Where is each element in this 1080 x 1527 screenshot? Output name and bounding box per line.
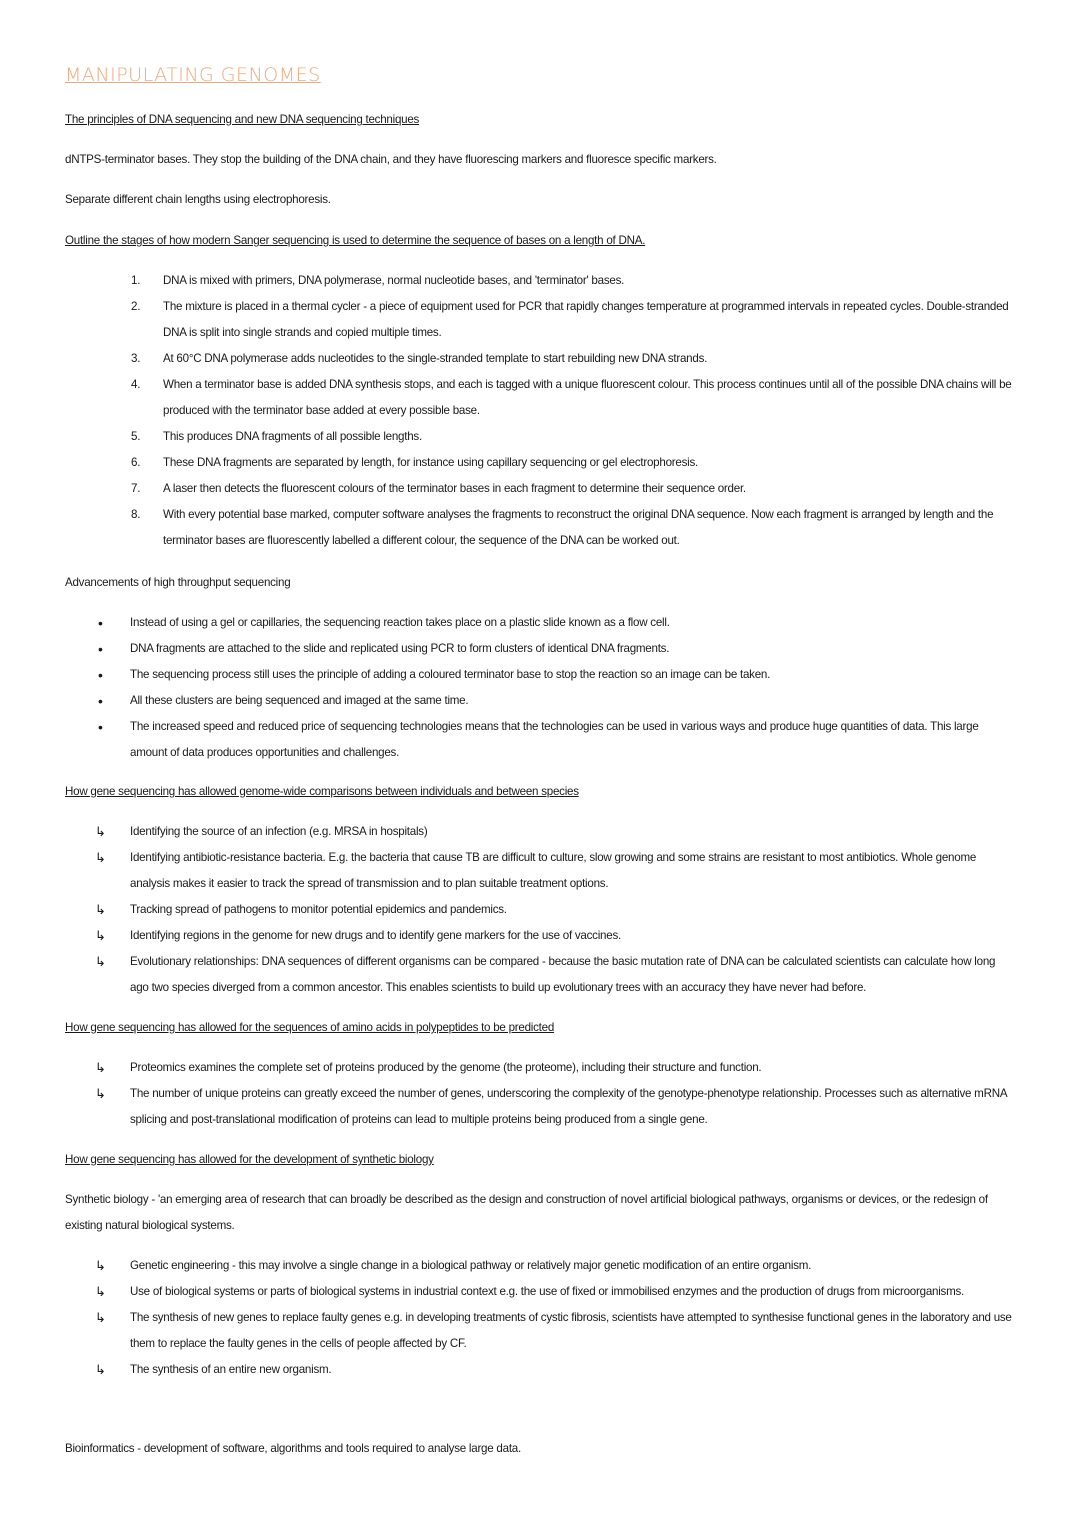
item-text: When a terminator base is added DNA synthesis stops, and each is tagged with a unique fluorescent colour. This process continues until all of the possible DNA chains will be produced with the terminator base added at every possible base.	[163, 378, 1012, 417]
paragraph: Separate different chain lengths using electrophoresis.	[65, 193, 331, 206]
list-item	[65, 897, 1015, 923]
arrow-icon: ↳	[95, 824, 106, 839]
list-item	[65, 1305, 1015, 1357]
bullet-icon: •	[98, 667, 103, 683]
item-text: Use of biological systems or parts of biological systems in industrial context e.g. the use of fixed or immobilised enzymes and the production of drugs from microorganisms.	[130, 1285, 965, 1298]
item-text: Identifying regions in the genome for new drugs and to identify gene markers for the use of vaccines.	[130, 929, 621, 942]
arrow-list	[65, 1055, 1015, 1133]
list-item	[65, 1055, 1015, 1081]
bullet-icon: •	[98, 719, 103, 735]
list-item	[65, 714, 1015, 766]
item-text: At 60°C DNA polymerase adds nucleotides to the single-stranded template to start rebuilding new DNA strands.	[163, 352, 708, 365]
list-item	[65, 610, 1015, 636]
bullet-icon: •	[98, 693, 103, 709]
arrow-icon: ↳	[95, 1086, 106, 1101]
list-item	[65, 450, 1015, 476]
item-text: Tracking spread of pathogens to monitor potential epidemics and pandemics.	[130, 903, 507, 916]
paragraph-bioinformatics: Bioinformatics - development of software, algorithms and tools required to analyse large data.	[65, 1442, 521, 1455]
list-item	[65, 662, 1015, 688]
list-item	[65, 502, 1015, 554]
arrow-icon: ↳	[95, 850, 106, 865]
section-sequencing-principles	[65, 107, 1015, 213]
section-high-throughput	[65, 570, 1015, 766]
item-number: 6.	[131, 456, 141, 469]
item-text: A laser then detects the fluorescent colours of the terminator bases in each fragment to determine their sequence order.	[163, 482, 746, 495]
item-text: DNA fragments are attached to the slide and replicated using PCR to form clusters of identical DNA fragments.	[130, 642, 670, 655]
item-text: Instead of using a gel or capillaries, the sequencing reaction takes place on a plastic slide known as a flow cell.	[130, 616, 670, 629]
item-text: With every potential base marked, computer software analyses the fragments to reconstruct the original DNA sequence. Now each fragment is arranged by length and the terminator bases are fluorescently labelled a different colour, the sequence of the DNA can be worked out.	[163, 508, 994, 547]
item-text: The mixture is placed in a thermal cycler - a piece of equipment used for PCR that rapidly changes temperature at programmed intervals in repeated cycles. Double-stranded DNA is split into single strands and copied multiple times.	[163, 300, 1009, 339]
arrow-icon: ↳	[95, 902, 106, 917]
arrow-icon: ↳	[95, 1310, 106, 1325]
arrow-icon: ↳	[95, 1258, 106, 1273]
item-number: 2.	[131, 300, 141, 313]
item-text: The number of unique proteins can greatly exceed the number of genes, underscoring the complexity of the genotype-phenotype relationship. Processes such as alternative mRNA splicing and post-translational modification of proteins can lead to multiple proteins being produced from a single gene.	[130, 1087, 1007, 1126]
section-heading: How gene sequencing has allowed for the sequences of amino acids in polypeptides to be predicted	[65, 1021, 555, 1034]
item-text: Proteomics examines the complete set of proteins produced by the genome (the proteome), including their structure and function.	[130, 1061, 762, 1074]
item-number: 1.	[131, 274, 141, 287]
list-item	[65, 476, 1015, 502]
list-item	[65, 1253, 1015, 1279]
list-item	[65, 268, 1015, 294]
section-amino-acids	[65, 1015, 1015, 1133]
list-item	[65, 845, 1015, 897]
bullet-icon: •	[98, 641, 103, 657]
item-number: 8.	[131, 508, 141, 521]
item-number: 7.	[131, 482, 141, 495]
item-number: 3.	[131, 352, 141, 365]
section-heading: How gene sequencing has allowed for the development of synthetic biology	[65, 1153, 434, 1166]
item-text: Evolutionary relationships: DNA sequences of different organisms can be compared - because the basic mutation rate of DNA can be calculated scientists can calculate how long ago two species diverged from a common ancestor. This enables scientists to build up evolutionary trees with an accuracy they have never had before.	[130, 955, 996, 994]
section-heading: Outline the stages of how modern Sanger sequencing is used to determine the sequence of bases on a length of DNA.	[65, 234, 646, 247]
item-text: These DNA fragments are separated by length, for instance using capillary sequencing or gel electrophoresis.	[163, 456, 698, 469]
list-item	[65, 688, 1015, 714]
list-item	[65, 636, 1015, 662]
section-heading: How gene sequencing has allowed genome-wide comparisons between individuals and between species	[65, 785, 579, 798]
arrow-icon: ↳	[95, 1362, 106, 1377]
item-text: The sequencing process still uses the principle of adding a coloured terminator base to stop the reaction so an image can be taken.	[130, 668, 771, 681]
arrow-list	[65, 819, 1015, 1001]
section-genome-comparisons	[65, 779, 1015, 1001]
section-heading: The principles of DNA sequencing and new DNA sequencing techniques	[65, 113, 420, 126]
item-text: DNA is mixed with primers, DNA polymerase, normal nucleotide bases, and 'terminator' bases.	[163, 274, 625, 287]
arrow-icon: ↳	[95, 928, 106, 943]
list-item	[65, 949, 1015, 1001]
arrow-list	[65, 1253, 1015, 1383]
item-text: All these clusters are being sequenced and imaged at the same time.	[130, 694, 469, 707]
item-number: 5.	[131, 430, 141, 443]
item-number: 4.	[131, 378, 141, 391]
list-item	[65, 1279, 1015, 1305]
list-item	[65, 1357, 1015, 1383]
section-sanger	[65, 228, 1015, 554]
bullet-icon: •	[98, 615, 103, 631]
bullet-list	[65, 610, 1015, 766]
item-text: Identifying antibiotic-resistance bacteria. E.g. the bacteria that cause TB are difficult to culture, slow growing and some strains are resistant to most antibiotics. Whole genome analysis makes it easier to track the spread of transmission and to plan suitable treatment options.	[130, 851, 977, 890]
list-item	[65, 424, 1015, 450]
item-text: This produces DNA fragments of all possible lengths.	[163, 430, 422, 443]
numbered-list	[65, 268, 1015, 554]
arrow-icon: ↳	[95, 1284, 106, 1299]
list-item	[65, 819, 1015, 845]
item-text: The synthesis of an entire new organism.	[130, 1363, 332, 1376]
paragraph: Synthetic biology - 'an emerging area of research that can broadly be described as the design and construction of novel artificial biological pathways, organisms or devices, or the redesign of existing natural biological systems.	[65, 1193, 988, 1232]
item-text: The increased speed and reduced price of sequencing technologies means that the technologies can be used in various ways and produce huge quantities of data. This large amount of data produces opportunities and challenges.	[130, 720, 979, 759]
list-item	[65, 1081, 1015, 1133]
section-heading: Advancements of high throughput sequencing	[65, 576, 291, 589]
item-text: Identifying the source of an infection (e.g. MRSA in hospitals)	[130, 825, 428, 838]
page-title: MANIPULATING GENOMES	[65, 64, 321, 86]
list-item	[65, 372, 1015, 424]
arrow-icon: ↳	[95, 954, 106, 969]
item-text: The synthesis of new genes to replace faulty genes e.g. in developing treatments of cystic fibrosis, scientists have attempted to synthesise functional genes in the laboratory and use them to replace the faulty genes in the cells of people affected by CF.	[130, 1311, 1012, 1350]
item-text: Genetic engineering - this may involve a single change in a biological pathway or relatively major genetic modification of an entire organism.	[130, 1259, 812, 1272]
list-item	[65, 923, 1015, 949]
list-item	[65, 346, 1015, 372]
list-item	[65, 294, 1015, 346]
section-synthetic-biology	[65, 1147, 1015, 1383]
paragraph: dNTPS-terminator bases. They stop the building of the DNA chain, and they have fluorescing markers and fluoresce specific markers.	[65, 153, 717, 166]
arrow-icon: ↳	[95, 1060, 106, 1075]
